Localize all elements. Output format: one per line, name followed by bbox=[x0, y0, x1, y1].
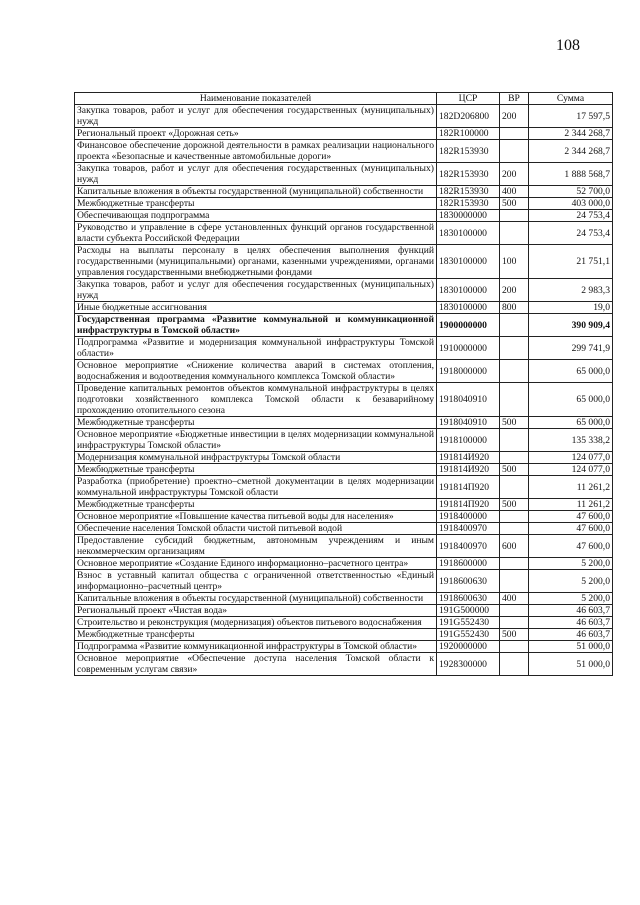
csr-cell: 182R153930 bbox=[437, 140, 500, 163]
sum-cell: 52 700,0 bbox=[529, 186, 613, 198]
csr-cell: 182R153930 bbox=[437, 186, 500, 198]
csr-cell: 191814П920 bbox=[437, 499, 500, 511]
sum-cell: 24 753,4 bbox=[529, 210, 613, 222]
table-row bbox=[75, 128, 613, 140]
name-cell: Капитальные вложения в объекты государственной (муниципальной) собственности bbox=[75, 186, 437, 198]
table-row bbox=[75, 511, 613, 523]
vr-cell bbox=[500, 140, 529, 163]
csr-cell: 191814И920 bbox=[437, 464, 500, 476]
table-row bbox=[75, 629, 613, 641]
vr-cell bbox=[500, 476, 529, 499]
sum-cell: 46 603,7 bbox=[529, 617, 613, 629]
table-row bbox=[75, 558, 613, 570]
table-row bbox=[75, 245, 613, 279]
vr-cell bbox=[500, 314, 529, 337]
name-cell: Проведение капитальных ремонтов объектов коммунальной инфраструктуры в целях подготовки хозяйственного комплекса Томской области к безаварийному прохождению отопительного сезона bbox=[75, 383, 437, 417]
table-row bbox=[75, 360, 613, 383]
name-cell: Обеспечение населения Томской области чистой питьевой водой bbox=[75, 523, 437, 535]
name-cell: Региональный проект «Чистая вода» bbox=[75, 605, 437, 617]
vr-cell bbox=[500, 523, 529, 535]
name-cell: Межбюджетные трансферты bbox=[75, 417, 437, 429]
csr-cell: 191G500000 bbox=[437, 605, 500, 617]
vr-cell: 500 bbox=[500, 198, 529, 210]
sum-cell: 135 338,2 bbox=[529, 429, 613, 452]
table-row bbox=[75, 163, 613, 186]
table-body bbox=[75, 105, 613, 676]
sum-cell: 24 753,4 bbox=[529, 222, 613, 245]
csr-cell: 1918400000 bbox=[437, 511, 500, 523]
vr-cell: 500 bbox=[500, 499, 529, 511]
csr-cell: 182R153930 bbox=[437, 198, 500, 210]
header-name: Наименование показателей bbox=[75, 93, 437, 105]
sum-cell: 19,0 bbox=[529, 302, 613, 314]
sum-cell: 5 200,0 bbox=[529, 558, 613, 570]
table-row bbox=[75, 499, 613, 511]
name-cell: Основное мероприятие «Создание Единого информационно–расчетного центра» bbox=[75, 558, 437, 570]
csr-cell: 1918600630 bbox=[437, 593, 500, 605]
name-cell: Расходы на выплаты персоналу в целях обеспечения выполнения функций государственными (муниципальными) органами, казенными учреждениями, органами управления государственными внебюджетными фондами bbox=[75, 245, 437, 279]
csr-cell: 182R153930 bbox=[437, 163, 500, 186]
table-row bbox=[75, 464, 613, 476]
table-row bbox=[75, 222, 613, 245]
vr-cell bbox=[500, 452, 529, 464]
table-row bbox=[75, 417, 613, 429]
csr-cell: 1920000000 bbox=[437, 641, 500, 653]
table-row bbox=[75, 653, 613, 676]
vr-cell: 200 bbox=[500, 163, 529, 186]
sum-cell: 47 600,0 bbox=[529, 511, 613, 523]
name-cell: Иные бюджетные ассигнования bbox=[75, 302, 437, 314]
sum-cell: 47 600,0 bbox=[529, 523, 613, 535]
csr-cell: 1918600630 bbox=[437, 570, 500, 593]
sum-cell: 5 200,0 bbox=[529, 570, 613, 593]
name-cell: Межбюджетные трансферты bbox=[75, 464, 437, 476]
csr-cell: 1928300000 bbox=[437, 653, 500, 676]
table-row bbox=[75, 535, 613, 558]
table-row bbox=[75, 523, 613, 535]
sum-cell: 2 344 268,7 bbox=[529, 140, 613, 163]
table-row bbox=[75, 210, 613, 222]
vr-cell bbox=[500, 222, 529, 245]
name-cell: Предоставление субсидий бюджетным, автономным учреждениям и иным некоммерческим организациям bbox=[75, 535, 437, 558]
name-cell: Закупка товаров, работ и услуг для обеспечения государственных (муниципальных) нужд bbox=[75, 105, 437, 128]
table-row bbox=[75, 605, 613, 617]
sum-cell: 65 000,0 bbox=[529, 417, 613, 429]
sum-cell: 46 603,7 bbox=[529, 629, 613, 641]
vr-cell bbox=[500, 128, 529, 140]
name-cell: Капитальные вложения в объекты государственной (муниципальной) собственности bbox=[75, 593, 437, 605]
vr-cell: 600 bbox=[500, 535, 529, 558]
csr-cell: 182R100000 bbox=[437, 128, 500, 140]
name-cell: Руководство и управление в сфере установленных функций органов государственной власти субъекта Российской Федерации bbox=[75, 222, 437, 245]
vr-cell: 800 bbox=[500, 302, 529, 314]
vr-cell bbox=[500, 511, 529, 523]
table-row bbox=[75, 429, 613, 452]
csr-cell: 182D206800 bbox=[437, 105, 500, 128]
sum-cell: 403 000,0 bbox=[529, 198, 613, 210]
sum-cell: 2 983,3 bbox=[529, 279, 613, 302]
vr-cell bbox=[500, 605, 529, 617]
sum-cell: 65 000,0 bbox=[529, 383, 613, 417]
name-cell: Финансовое обеспечение дорожной деятельности в рамках реализации национального проекта «Безопасные и качественные автомобильные дороги» bbox=[75, 140, 437, 163]
sum-cell: 65 000,0 bbox=[529, 360, 613, 383]
header-csr: ЦСР bbox=[437, 93, 500, 105]
table-row bbox=[75, 186, 613, 198]
name-cell: Межбюджетные трансферты bbox=[75, 198, 437, 210]
sum-cell: 124 077,0 bbox=[529, 452, 613, 464]
vr-cell: 100 bbox=[500, 245, 529, 279]
csr-cell: 191814И920 bbox=[437, 452, 500, 464]
csr-cell: 1830000000 bbox=[437, 210, 500, 222]
csr-cell: 1918040910 bbox=[437, 383, 500, 417]
sum-cell: 47 600,0 bbox=[529, 535, 613, 558]
table-row bbox=[75, 337, 613, 360]
vr-cell: 500 bbox=[500, 629, 529, 641]
sum-cell: 17 597,5 bbox=[529, 105, 613, 128]
table-row bbox=[75, 105, 613, 128]
table-row bbox=[75, 302, 613, 314]
csr-cell: 1918400970 bbox=[437, 523, 500, 535]
csr-cell: 1830100000 bbox=[437, 222, 500, 245]
vr-cell bbox=[500, 641, 529, 653]
name-cell: Региональный проект «Дорожная сеть» bbox=[75, 128, 437, 140]
sum-cell: 390 909,4 bbox=[529, 314, 613, 337]
sum-cell: 51 000,0 bbox=[529, 653, 613, 676]
csr-cell: 1918400970 bbox=[437, 535, 500, 558]
csr-cell: 1910000000 bbox=[437, 337, 500, 360]
csr-cell: 1918600000 bbox=[437, 558, 500, 570]
sum-cell: 11 261,2 bbox=[529, 476, 613, 499]
table-row bbox=[75, 641, 613, 653]
table-row bbox=[75, 198, 613, 210]
name-cell: Подпрограмма «Развитие коммуникационной инфраструктуры в Томской области» bbox=[75, 641, 437, 653]
name-cell: Основное мероприятие «Снижение количества аварий в системах отопления, водоснабжения и водоотведения коммунального комплекса Томской области» bbox=[75, 360, 437, 383]
table-row bbox=[75, 617, 613, 629]
csr-cell: 191G552430 bbox=[437, 617, 500, 629]
table-row bbox=[75, 452, 613, 464]
vr-cell: 200 bbox=[500, 279, 529, 302]
budget-table bbox=[74, 92, 613, 676]
name-cell: Строительство и реконструкция (модернизация) объектов питьевого водоснабжения bbox=[75, 617, 437, 629]
sum-cell: 21 751,1 bbox=[529, 245, 613, 279]
name-cell: Взнос в уставный капитал общества с ограниченной ответственностью «Единый информационно–расчетный центр» bbox=[75, 570, 437, 593]
header-sum: Сумма bbox=[529, 93, 613, 105]
table-row bbox=[75, 570, 613, 593]
vr-cell bbox=[500, 429, 529, 452]
vr-cell: 400 bbox=[500, 593, 529, 605]
table-header-row bbox=[75, 93, 613, 105]
table-row bbox=[75, 279, 613, 302]
csr-cell: 1918100000 bbox=[437, 429, 500, 452]
vr-cell bbox=[500, 617, 529, 629]
sum-cell: 5 200,0 bbox=[529, 593, 613, 605]
name-cell: Закупка товаров, работ и услуг для обеспечения государственных (муниципальных) нужд bbox=[75, 279, 437, 302]
name-cell: Основное мероприятие «Обеспечение доступа населения Томской области к современным услугам связи» bbox=[75, 653, 437, 676]
name-cell: Основное мероприятие «Повышение качества питьевой воды для населения» bbox=[75, 511, 437, 523]
csr-cell: 1830100000 bbox=[437, 245, 500, 279]
name-cell: Разработка (приобретение) проектно–сметной документации в целях модернизации коммунальной инфраструктуры Томской области bbox=[75, 476, 437, 499]
sum-cell: 51 000,0 bbox=[529, 641, 613, 653]
csr-cell: 1918000000 bbox=[437, 360, 500, 383]
csr-cell: 191G552430 bbox=[437, 629, 500, 641]
sum-cell: 299 741,9 bbox=[529, 337, 613, 360]
table-row bbox=[75, 383, 613, 417]
vr-cell bbox=[500, 570, 529, 593]
name-cell: Закупка товаров, работ и услуг для обеспечения государственных (муниципальных) нужд bbox=[75, 163, 437, 186]
csr-cell: 1900000000 bbox=[437, 314, 500, 337]
page-number: 108 bbox=[556, 37, 580, 54]
sum-cell: 46 603,7 bbox=[529, 605, 613, 617]
vr-cell bbox=[500, 360, 529, 383]
vr-cell bbox=[500, 653, 529, 676]
csr-cell: 1918040910 bbox=[437, 417, 500, 429]
vr-cell bbox=[500, 558, 529, 570]
name-cell: Основное мероприятие «Бюджетные инвестиции в целях модернизации коммунальной инфраструктуры Томской области» bbox=[75, 429, 437, 452]
table-row bbox=[75, 140, 613, 163]
sum-cell: 124 077,0 bbox=[529, 464, 613, 476]
vr-cell: 500 bbox=[500, 464, 529, 476]
name-cell: Подпрограмма «Развитие и модернизация коммунальной инфраструктуры Томской области» bbox=[75, 337, 437, 360]
csr-cell: 1830100000 bbox=[437, 279, 500, 302]
name-cell: Межбюджетные трансферты bbox=[75, 629, 437, 641]
table-row bbox=[75, 593, 613, 605]
vr-cell: 500 bbox=[500, 417, 529, 429]
vr-cell: 200 bbox=[500, 105, 529, 128]
name-cell: Государственная программа «Развитие коммунальной и коммуникационной инфраструктуры в Томской области» bbox=[75, 314, 437, 337]
vr-cell bbox=[500, 383, 529, 417]
vr-cell: 400 bbox=[500, 186, 529, 198]
csr-cell: 1830100000 bbox=[437, 302, 500, 314]
table-row bbox=[75, 314, 613, 337]
sum-cell: 2 344 268,7 bbox=[529, 128, 613, 140]
table-row bbox=[75, 476, 613, 499]
name-cell: Межбюджетные трансферты bbox=[75, 499, 437, 511]
name-cell: Модернизация коммунальной инфраструктуры Томской области bbox=[75, 452, 437, 464]
name-cell: Обеспечивающая подпрограмма bbox=[75, 210, 437, 222]
vr-cell bbox=[500, 210, 529, 222]
sum-cell: 11 261,2 bbox=[529, 499, 613, 511]
header-vr: ВР bbox=[500, 93, 529, 105]
csr-cell: 191814П920 bbox=[437, 476, 500, 499]
sum-cell: 1 888 568,7 bbox=[529, 163, 613, 186]
vr-cell bbox=[500, 337, 529, 360]
